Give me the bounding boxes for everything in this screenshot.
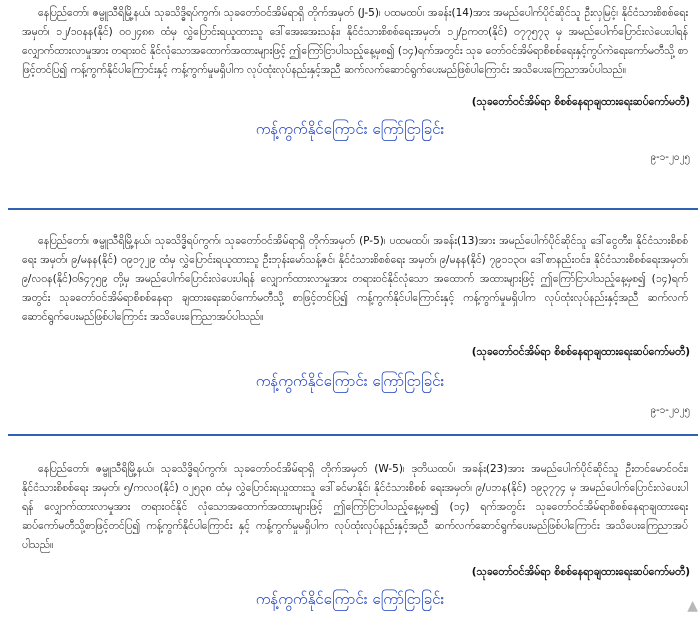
notice-1-headline: ကန့်ကွက်နိုင်ကြောင်း ကြော်ငြာခြင်း	[255, 120, 445, 138]
corner-watermark-icon: ▲	[687, 598, 698, 614]
notice-2-signer: (သုခတော်ဝင်အိမ်ရာ စိစစ်နေရာချထားရေးဆပ်ကော်မတီ)	[471, 346, 690, 358]
notice-3-body: နေပြည်တော်၊ ဇမ္ဗူသီရိမြို့နယ်၊ သုခသိဒ္ဓိရပ်ကွက်၊ သုခတော်ဝင်အိမ်ရာရှိ တိုက်အမှတ် (W-5)၊ ဒုတိယထပ်၊ အခန်း(23)အား အမည်ပေါက်ပိုင်ဆိုင်သူ ဦးတင်မောင်ဝင်း၊ နိုင်ငံသားစိစစ်ရေး အမှတ်၊ ၅/ကလဝ(နိုင်) ၀၂၅၃၈ ထံမှ လွှဲပြောင်းရယူထားသူ ဒေါ်ခင်မာနိုင်၊ နိုင်ငံသားစိစစ် ရေးအမှတ်၊ ၉/ပဘန(နိုင်) ၁၉၃၇၇၄ မှ အမည်ပေါက်ပြောင်းလဲပေးပါရန် လျှောက်ထားလာမှုအား တရားဝင်နိုင် လုံသောအထောက်အထားများဖြင့် ဤကြော်ငြာပါသည့်နေ့မှစ၍ (၁၄) ရက်အတွင်း သုခတော်ဝင်အိမ်ရာစိစစ်နေရာချထားရေးဆပ်ကော်မတီသို့စာဖြင့်တင်ပြ၍ ကန့်ကွက်နိုင်ပါကြောင်း နှင့် ကန့်ကွက်မှုမရှိပါက လုပ်ထုံးလုပ်နည်းနှင့်အညီ ဆက်လက်ဆောင်ရွက်ပေးမည်ဖြစ်ပါကြောင်း အသိပေးကြေညာအပ်ပါသည်။	[22, 463, 688, 551]
notice-1-signer: (သုခတော်ဝင်အိမ်ရာ စိစစ်နေရာချထားရေးဆပ်ကော်မတီ)	[471, 96, 690, 108]
notice-2-date: ၉-၁-၂၀၂၅	[650, 405, 690, 416]
notice-divider-2	[8, 434, 698, 436]
notice-2-body: နေပြည်တော်၊ ဇမ္ဗူသီရိမြို့နယ်၊ သုခသိဒ္ဓိရပ်ကွက်၊ သုခတော်ဝင်အိမ်ရာရှိ တိုက်အမှတ် (P-5)၊ ပထမထပ်၊ အခန်း(13)အား အမည်ပေါက်ပိုင်ဆိုင်သူ ဒေါ်ငွေတီး၊ နိုင်ငံသားစိစစ်ရေး အမှတ်၊ ၉/မနန(နိုင်) ၀၉၁၇၂၉ ထံမှ လွှဲပြောင်းရယူထားသူ ဦးဘုန်းမော်သန့်ဇင်၊ နိုင်ငံသားစိစစ်ရေး အမှတ်၊ ၉/မနန(နိုင်) ၇၉၁၁၃၀၊ ဒေါ်စာနည်းဝင်း၊ နိုင်ငံသားစိစစ်ရေးအမှတ်၊ ၉/လဝန(နိုင်)၀၆၄၇၅၉ တို့မှ အမည်ပေါက်ပြောင်းလဲပေးပါရန် လျှောက်ထားလာမှုအား တရားဝင်နိုင်လုံသော အထောက် အထားများဖြင့် ဤကြော်ငြာပါသည့်နေ့မှစ၍ (၁၄)ရက်အတွင်း သုခတော်ဝင်အိမ်ရာစိစစ်နေရာ ချထားရေးဆပ်ကော်မတီသို့ စာဖြင့်တင်ပြ၍ ကန့်ကွက်နိုင်ပါကြောင်းနှင့် ကန့်ကွက်မှုမရှိပါက လုပ်ထုံးလုပ်နည်းနှင့်အညီ ဆက်လက်ဆောင်ရွက်ပေးမည်ဖြစ်ပါကြောင်း အသိပေးကြေညာအပ်ပါသည်။	[22, 235, 688, 323]
notice-2-headline: ကန့်ကွက်နိုင်ကြောင်း ကြော်ငြာခြင်း	[255, 372, 445, 390]
notice-3-headline: ကန့်ကွက်နိုင်ကြောင်း ကြော်ငြာခြင်း	[255, 590, 445, 608]
notice-1-date: ၉-၁-၂၀၂၅	[650, 152, 690, 163]
notice-1-body: နေပြည်တော်၊ ဇမ္ဗူသီရိမြို့နယ်၊ သုခသိဒ္ဓိရပ်ကွက်၊ သုခတော်ဝင်အိမ်ရာရှိ တိုက်အမှတ် (J-5)၊ ပထမထပ်၊ အခန်း(14)အား အမည်ပေါက်ပိုင်ဆိုင်သူ ဦးလှမြင့်၊ နိုင်ငံသားစိစစ်ရေးအမှတ်၊ ၁၂/၁၀နန(နိုင်) ၀၀၂၄၈၈ ထံမှ လွှဲပြောင်းရယူထားသူ ဒေါ်အေးအေးသန်း၊ နိုင်ငံသားစိစစ်ရေးအမှတ်၊ ၁၂/ဥကတ(နိုင်) ၀၇၇၅၇၃ မှ အမည်ပေါက်ပြောင်းလဲပေးပါရန် လျှောက်ထားလာမှုအား တရားဝင် နိုင်လုံသောအထောက်အထားများဖြင့် ဤကြော်ငြာပါသည့်နေ့မှစ၍ (၁၄)ရက်အတွင်း သုခ တော်ဝင်အိမ်ရာစိစစ်ရေးနှင့်ကွပ်ကဲရေးကော်မတီသို့ စာဖြင့်တင်ပြ၍ ကန့်ကွက်နိုင်ပါကြောင်းနှင့် ကန့်ကွက်မှုမရှိပါက လုပ်ထုံးလုပ်နည်းနှင့်အညီ ဆက်လက်ဆောင်ရွက်ပေးမည်ဖြစ်ပါကြောင်း အသိပေးကြေညာအပ်ပါသည်။	[22, 7, 688, 76]
notice-3-signer: (သုခတော်ဝင်အိမ်ရာ စိစစ်နေရာချထားရေးဆပ်ကော်မတီ)	[471, 566, 690, 578]
notice-divider-1	[8, 208, 698, 210]
